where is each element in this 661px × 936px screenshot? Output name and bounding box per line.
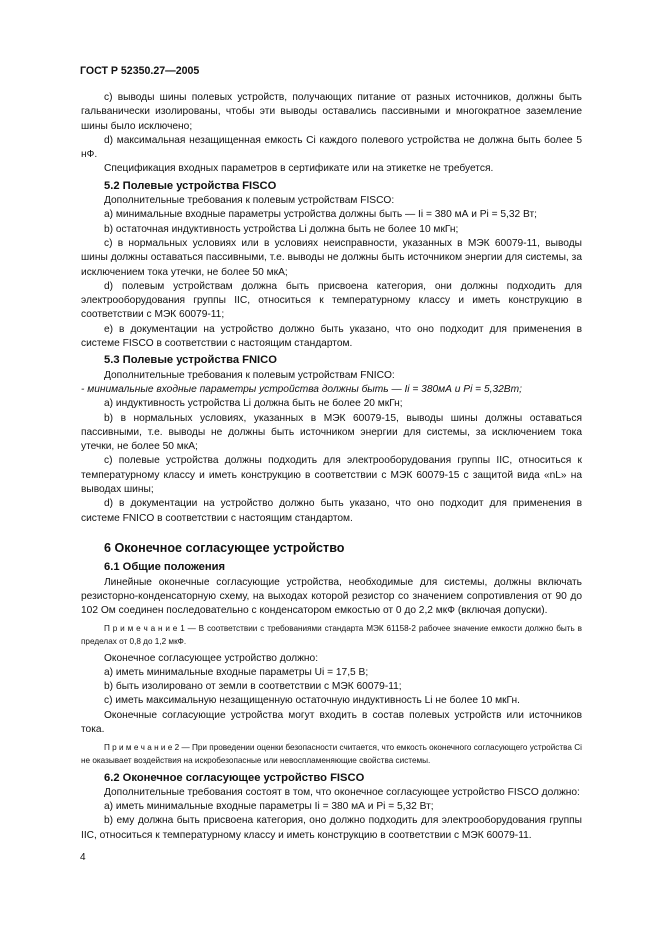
section-heading-5-3: 5.3 Полевые устройства FNICO [104, 354, 277, 367]
list-item: a) индуктивность устройства Li должна быть не более 20 мкГн; [104, 398, 403, 410]
paragraph: Линейные оконечные согласующие устройства, необходимые для системы, должны включать резисторно-конденсаторную схему, на выходах которой резистор со значением сопротивления от 90 до 102 Ом соединен последовательно с конденсатором емкостью от 0 до 2,2 мкФ (включая допуски). [81, 576, 582, 617]
list-item: c) иметь максимальную незащищенную остаточную индуктивность Li не более 10 мкГн. [104, 695, 520, 707]
note-2: П р и м е ч а н и е 2 — При проведении оценки безопасности считается, что емкость оконечного согласующего устройства Ci не оказывает воздействия на искробезопасные или невоспламеняющие свойства системы. [81, 743, 582, 765]
paragraph: Оконечное согласующее устройство должно: [104, 652, 319, 664]
list-item: b) быть изолировано от земли в соответствии с МЭК 60079-11; [104, 681, 402, 693]
list-item: b) ему должна быть присвоена категория, оно должно подходить для электрооборудования группы IIC, относиться к температурному классу и иметь конструкцию в соответствии с МЭК 60079-11. [81, 815, 582, 841]
list-item: a) иметь минимальные входные параметры Ii = 380 мА и Pi = 5,32 Вт; [104, 801, 434, 813]
paragraph: c) выводы шины полевых устройств, получающих питание от разных источников, должны быть гальванически изолированы, чтобы эти выводы оставались пассивными и многократное заземление шины было исключено; [81, 92, 582, 132]
paragraph: Дополнительные требования к полевым устройствам FISCO: [104, 195, 395, 207]
list-item: a) иметь минимальные входные параметры Ui = 17,5 В; [104, 666, 369, 678]
paragraph: Дополнительные требования состоят в том, что оконечное согласующее устройство FISCO должно: [104, 786, 580, 798]
list-item: e) в документации на устройство должно быть указано, что оно подходит для применения в системе FISCO в соответствии с настоящим стандартом. [81, 323, 582, 350]
list-item: a) минимальные входные параметры устройства должны быть — Ii = 380 мА и Pi = 5,32 Вт; [104, 209, 537, 221]
paragraph: Оконечные согласующие устройства могут входить в состав полевых устройств или источников тока. [81, 709, 582, 736]
document-header: ГОСТ Р 52350.27—2005 [80, 65, 200, 77]
page-content [81, 91, 582, 843]
note-1: П р и м е ч а н и е 1 — В соответствии с требованиями стандарта МЭК 61158-2 рабочее значение емкости должно быть в пределах от 0,8 до 1,2 мкФ. [81, 624, 582, 646]
section-heading-6-1: 6.1 Общие положения [104, 561, 226, 574]
list-item: b) в нормальных условиях, указанных в МЭК 60079-15, выводы шины должны оставаться пассивными, т.е. выводы не должны быть источником энергии для системы, за исключением тока утечки, не более 50 мкА; [81, 412, 582, 453]
list-item: c) полевые устройства должны подходить для электрооборудования группы IIC, относиться к температурному классу и иметь конструкцию в соответствии с МЭК 60079-15 с защитой вида «nL» на выводах шины; [81, 455, 582, 496]
list-item: c) в нормальных условиях или в условиях неисправности, указанных в МЭК 60079-11, выводы шины должны оставаться пассивными, т.е. выводы не должны быть источником энергии для системы, за исключением тока утечки, не более 50 мкА; [81, 237, 582, 278]
paragraph: Дополнительные требования к полевым устройствам FNICO: [104, 369, 395, 381]
paragraph: d) максимальная незащищенная емкость Ci каждого полевого устройства не должна быть более 5 нФ. [81, 134, 582, 161]
page-number: 4 [80, 852, 86, 863]
section-heading-5-2: 5.2 Полевые устройства FISCO [104, 179, 277, 192]
list-item: - минимальные входные параметры устройства должны быть — Ii = 380мА и Pi = 5,32Вт; [81, 383, 522, 395]
list-item: d) в документации на устройство должно быть указано, что оно подходит для применения в системе FNICO в соответствии с настоящим стандартом. [81, 498, 582, 524]
section-heading-6-2: 6.2 Оконечное согласующее устройство FISCO [104, 771, 365, 784]
paragraph: Спецификация входных параметров в сертификате или на этикетке не требуется. [104, 163, 494, 175]
section-heading-6: 6 Оконечное согласующее устройство [104, 540, 345, 555]
list-item: d) полевым устройствам должна быть присвоена категория, они должны подходить для электрооборудования группы IIC, относиться к температурному классу и иметь конструкцию в соответствии с МЭК 60079-11; [81, 280, 582, 321]
list-item: b) остаточная индуктивность устройства Li должна быть не более 10 мкГн; [104, 223, 459, 235]
